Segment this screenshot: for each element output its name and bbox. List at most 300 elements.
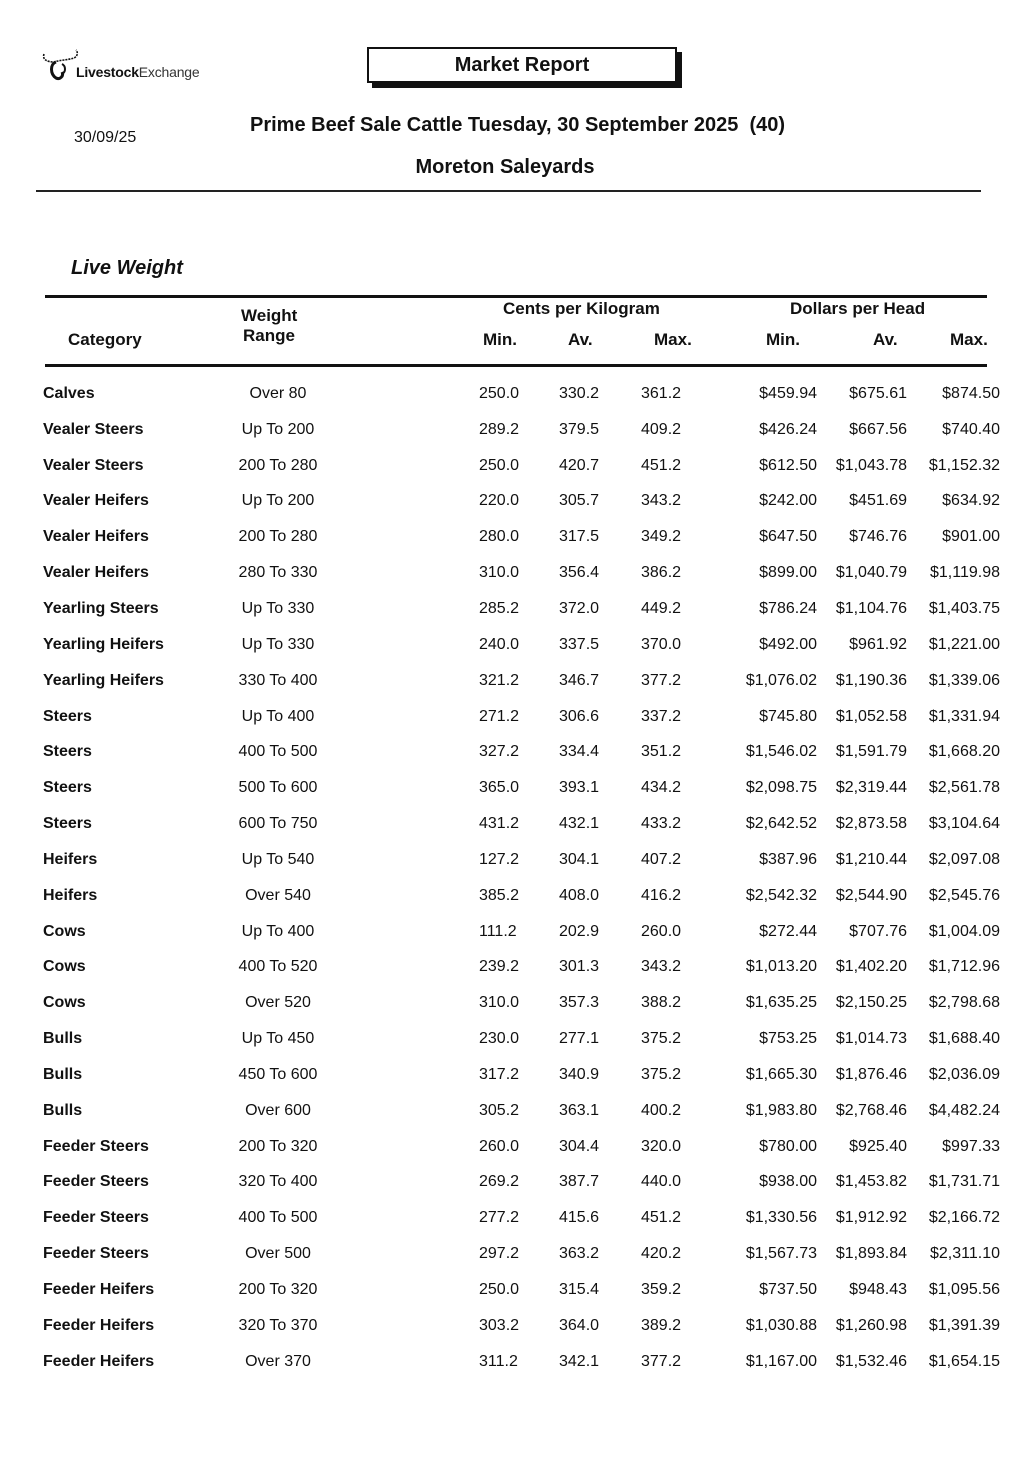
category-cell: Yearling Heifers [43,635,164,653]
table-row [40,1165,1000,1201]
column-header-weight: Weight [241,306,298,325]
cents-min-cell: 321.2 [479,671,520,689]
dollars-min-cell: $899.00 [759,564,817,582]
dollars-min-cell: $786.24 [759,599,817,617]
dollars-av-cell: $1,912.92 [835,1209,907,1227]
spacer-cell [353,1272,479,1308]
weight-range-cell: 200 To 280 [238,456,318,474]
dollars-av-cell: $1,014.73 [835,1030,907,1048]
cents-max-cell: 359.2 [641,1281,682,1299]
dollars-av-cell: $2,873.58 [835,815,907,833]
weight-range-cell: 450 To 600 [238,1065,318,1083]
cents-max-cell: 407.2 [641,850,682,868]
table-row [40,484,1000,520]
dollars-max-cell: $1,221.00 [928,635,1000,653]
category-cell: Bulls [43,1101,83,1119]
spacer-cell [353,376,479,412]
spacer-cell [353,1344,479,1380]
cents-max-cell: 377.2 [641,671,682,689]
category-cell: Cows [43,922,86,940]
column-header-cents-av: Av. [568,330,593,349]
dollars-max-cell: $1,731.71 [928,1173,1000,1191]
category-cell: Steers [43,743,92,761]
category-cell: Yearling Heifers [43,671,164,689]
column-header-category: Category [68,330,142,349]
dollars-av-cell: $1,210.44 [835,850,907,868]
spacer-cell [353,985,479,1021]
spacer-cell [353,412,479,448]
cents-max-cell: 416.2 [641,886,682,904]
category-cell: Bulls [43,1065,83,1083]
category-cell: Steers [43,779,92,797]
dollars-max-cell: $2,097.08 [928,850,1000,868]
weight-range-cell: Up To 200 [241,420,315,438]
cents-max-cell: 375.2 [641,1030,682,1048]
category-cell: Feeder Heifers [43,1352,155,1370]
dollars-av-cell: $675.61 [849,384,907,402]
category-cell: Feeder Steers [43,1209,149,1227]
spacer-cell [353,1021,479,1057]
livestock-exchange-logo [40,48,199,84]
cents-min-cell: 289.2 [479,420,520,438]
spacer-cell [353,1093,479,1129]
cents-av-cell: 356.4 [559,564,600,582]
dollars-av-cell: $1,052.58 [835,707,907,725]
cents-min-cell: 385.2 [479,886,520,904]
weight-range-cell: 600 To 750 [238,815,318,833]
weight-range-cell: Up To 330 [241,599,315,617]
cents-max-cell: 449.2 [641,599,682,617]
dollars-min-cell: $1,546.02 [745,743,817,761]
cents-min-cell: 297.2 [479,1245,520,1263]
cents-av-cell: 317.5 [559,528,600,546]
dollars-av-cell: $1,043.78 [835,456,907,474]
dollars-min-cell: $1,030.88 [745,1316,817,1334]
cents-max-cell: 400.2 [641,1101,682,1119]
cents-max-cell: 343.2 [641,492,682,510]
table-row [40,1272,1000,1308]
cents-max-cell: 433.2 [641,815,682,833]
report-title: Market Report [454,53,590,76]
dollars-max-cell: $1,654.15 [928,1352,1000,1370]
weight-range-cell: 400 To 500 [238,743,318,761]
dollars-min-cell: $1,013.20 [745,958,817,976]
cents-max-cell: 343.2 [641,958,682,976]
dollars-max-cell: $2,561.78 [928,779,1000,797]
dollars-max-cell: $1,119.98 [930,564,1000,582]
cents-min-cell: 305.2 [479,1101,520,1119]
weight-range-cell: Over 80 [249,384,307,402]
cents-max-cell: 451.2 [641,1209,682,1227]
cents-av-cell: 408.0 [559,886,600,904]
spacer-cell [353,842,479,878]
dollars-av-cell: $2,768.46 [835,1101,907,1119]
cents-av-cell: 305.7 [559,492,600,510]
weight-range-cell: Up To 400 [241,707,315,725]
live-weight-table [40,376,1000,1380]
cents-av-cell: 304.4 [559,1137,600,1155]
cents-min-cell: 317.2 [479,1065,520,1083]
dollars-min-cell: $1,076.02 [745,671,817,689]
cents-max-cell: 351.2 [641,743,682,761]
table-row [40,734,1000,770]
table-header-top-rule [45,295,987,298]
cents-max-cell: 451.2 [641,456,682,474]
column-header-range: Range [243,326,295,345]
dollars-max-cell: $2,036.09 [928,1065,1000,1083]
dollars-max-cell: $2,798.68 [928,994,1000,1012]
dollars-av-cell: $451.69 [849,492,907,510]
column-header-dollars-max: Max. [950,330,988,349]
column-header-dollars-av: Av. [873,330,898,349]
table-row [40,1021,1000,1057]
dollars-min-cell: $459.94 [759,384,817,402]
dollars-max-cell: $901.00 [942,528,1000,546]
dollars-min-cell: $753.25 [759,1030,817,1048]
cents-max-cell: 361.2 [641,384,682,402]
table-row [40,842,1000,878]
dollars-max-cell: $1,331.94 [928,707,1000,725]
cents-min-cell: 250.0 [479,456,520,474]
dollars-av-cell: $1,591.79 [835,743,907,761]
dollars-max-cell: $1,712.96 [928,958,1000,976]
table-row [40,914,1000,950]
spacer-cell [353,734,479,770]
cents-av-cell: 304.1 [559,850,600,868]
cents-max-cell: 409.2 [641,420,682,438]
weight-range-cell: Over 370 [245,1352,311,1370]
cents-av-cell: 346.7 [559,671,600,689]
category-cell: Bulls [43,1030,83,1048]
category-cell: Feeder Steers [43,1173,149,1191]
dollars-min-cell: $938.00 [759,1173,817,1191]
table-row [40,519,1000,555]
cents-max-cell: 440.0 [641,1173,682,1191]
weight-range-cell: 500 To 600 [238,779,318,797]
cents-av-cell: 393.1 [559,779,600,797]
cents-max-cell: 386.2 [641,564,682,582]
spacer-cell [353,591,479,627]
cents-min-cell: 431.2 [479,815,520,833]
spacer-cell [353,519,479,555]
dollars-max-cell: $1,004.09 [928,922,1000,940]
cents-min-cell: 127.2 [479,850,520,868]
weight-range-cell: Up To 450 [241,1030,315,1048]
cents-min-cell: 310.0 [479,994,520,1012]
cents-max-cell: 337.2 [641,707,682,725]
table-row [40,1057,1000,1093]
category-cell: Feeder Steers [43,1245,149,1263]
spacer-cell [353,806,479,842]
dollars-av-cell: $707.76 [849,922,907,940]
cents-min-cell: 303.2 [479,1316,520,1334]
weight-range-cell: Over 600 [245,1101,311,1119]
dollars-min-cell: $737.50 [759,1281,817,1299]
column-group-cents-per-kg: Cents per Kilogram [503,299,660,318]
dollars-min-cell: $612.50 [759,456,817,474]
table-row [40,699,1000,735]
spacer-cell [353,878,479,914]
cents-min-cell: 271.2 [479,707,520,725]
category-cell: Vealer Heifers [43,492,149,510]
cents-av-cell: 372.0 [559,599,600,617]
dollars-min-cell: $1,665.30 [745,1065,817,1083]
table-header-bottom-rule [45,364,987,367]
table-row [40,448,1000,484]
cents-max-cell: 260.0 [641,922,682,940]
dollars-av-cell: $1,190.36 [835,671,907,689]
cents-av-cell: 432.1 [559,815,600,833]
section-title: Live Weight [71,257,183,279]
dollars-av-cell: $1,453.82 [835,1173,907,1191]
dollars-av-cell: $667.56 [849,420,907,438]
category-cell: Heifers [43,886,98,904]
weight-range-cell: 400 To 520 [238,958,318,976]
cents-min-cell: 260.0 [479,1137,520,1155]
category-cell: Vealer Steers [43,420,144,438]
cents-max-cell: 349.2 [641,528,682,546]
weight-range-cell: Over 500 [245,1245,311,1263]
spacer-cell [353,1308,479,1344]
dollars-max-cell: $1,403.75 [928,599,1000,617]
table-row [40,950,1000,986]
dollars-min-cell: $242.00 [759,492,817,510]
spacer-cell [353,770,479,806]
cents-av-cell: 420.7 [559,456,600,474]
cents-av-cell: 301.3 [559,958,600,976]
table-row [40,663,1000,699]
cents-min-cell: 111.2 [479,922,517,940]
cents-av-cell: 342.1 [559,1352,600,1370]
dollars-max-cell: $3,104.64 [928,815,1000,833]
dollars-av-cell: $1,876.46 [835,1065,907,1083]
dollars-min-cell: $387.96 [759,850,817,868]
spacer-cell [353,484,479,520]
header-divider [36,190,981,192]
category-cell: Steers [43,707,92,725]
dollars-min-cell: $1,330.56 [745,1209,817,1227]
cents-av-cell: 330.2 [559,384,600,402]
logo-text: LivestockExchange [76,64,200,80]
dollars-av-cell: $1,104.76 [835,599,907,617]
category-cell: Cows [43,994,86,1012]
dollars-av-cell: $925.40 [849,1137,907,1155]
column-header-cents-max: Max. [654,330,692,349]
weight-range-cell: 320 To 370 [238,1316,318,1334]
cents-max-cell: 375.2 [641,1065,682,1083]
dollars-max-cell: $2,545.76 [928,886,1000,904]
dollars-max-cell: $2,166.72 [928,1209,1000,1227]
dollars-max-cell: $4,482.24 [928,1101,1000,1119]
column-group-dollars-per-head: Dollars per Head [790,299,926,318]
cents-av-cell: 334.4 [559,743,600,761]
cents-max-cell: 320.0 [641,1137,682,1155]
table-row [40,985,1000,1021]
spacer-cell [353,663,479,699]
spacer-cell [353,448,479,484]
cents-av-cell: 363.1 [559,1101,600,1119]
table-row [40,1344,1000,1380]
cents-min-cell: 310.0 [479,564,520,582]
cents-min-cell: 365.0 [479,779,520,797]
cents-min-cell: 230.0 [479,1030,520,1048]
cents-av-cell: 337.5 [559,635,600,653]
weight-range-cell: 200 To 320 [238,1281,318,1299]
dollars-av-cell: $1,260.98 [835,1316,907,1334]
cents-min-cell: 220.0 [479,492,520,510]
weight-range-cell: 200 To 320 [238,1137,318,1155]
cents-min-cell: 269.2 [479,1173,520,1191]
table-row [40,376,1000,412]
weight-range-cell: Up To 330 [241,635,315,653]
cents-min-cell: 277.2 [479,1209,520,1227]
dollars-min-cell: $272.44 [759,922,817,940]
dollars-min-cell: $426.24 [759,420,817,438]
category-cell: Vealer Steers [43,456,144,474]
weight-range-cell: 200 To 280 [238,528,318,546]
table-row [40,627,1000,663]
cents-av-cell: 363.2 [559,1245,600,1263]
dollars-max-cell: $1,095.56 [928,1281,1000,1299]
table-row [40,412,1000,448]
dollars-min-cell: $1,635.25 [745,994,817,1012]
weight-range-cell: Up To 200 [241,492,315,510]
cents-av-cell: 415.6 [559,1209,600,1227]
dollars-min-cell: $2,098.75 [745,779,817,797]
dollars-av-cell: $2,319.44 [835,779,907,797]
dollars-max-cell: $740.40 [942,420,1000,438]
table-row [40,878,1000,914]
cents-min-cell: 250.0 [479,1281,520,1299]
spacer-cell [353,1129,479,1165]
category-cell: Feeder Steers [43,1137,149,1155]
spacer-cell [353,1057,479,1093]
dollars-max-cell: $1,339.06 [928,671,1000,689]
table-row [40,591,1000,627]
bull-horns-icon [40,48,80,84]
cents-max-cell: 434.2 [641,779,682,797]
table-row [40,1308,1000,1344]
weight-range-cell: Over 520 [245,994,311,1012]
spacer-cell [353,699,479,735]
cents-av-cell: 340.9 [559,1065,600,1083]
sale-title: Prime Beef Sale Cattle Tuesday, 30 September 2025 (40) [250,114,786,136]
dollars-min-cell: $2,542.32 [745,886,817,904]
category-cell: Vealer Heifers [43,564,149,582]
dollars-av-cell: $1,402.20 [835,958,907,976]
spacer-cell [353,1236,479,1272]
cents-av-cell: 202.9 [559,922,600,940]
cents-min-cell: 327.2 [479,743,520,761]
spacer-cell [353,1200,479,1236]
cents-min-cell: 240.0 [479,635,520,653]
dollars-max-cell: $874.50 [942,384,1000,402]
dollars-max-cell: $634.92 [942,492,1000,510]
cents-av-cell: 387.7 [559,1173,600,1191]
category-cell: Feeder Heifers [43,1316,155,1334]
dollars-min-cell: $745.80 [759,707,817,725]
cents-min-cell: 250.0 [479,384,520,402]
dollars-min-cell: $780.00 [759,1137,817,1155]
dollars-min-cell: $1,167.00 [745,1352,817,1370]
category-cell: Cows [43,958,86,976]
table-row [40,1129,1000,1165]
table-row [40,1236,1000,1272]
spacer-cell [353,555,479,591]
dollars-av-cell: $2,544.90 [835,886,907,904]
dollars-av-cell: $1,893.84 [835,1245,907,1263]
dollars-min-cell: $492.00 [759,635,817,653]
cents-max-cell: 420.2 [641,1245,682,1263]
dollars-max-cell: $1,391.39 [928,1316,1000,1334]
weight-range-cell: Up To 540 [241,850,315,868]
cents-av-cell: 306.6 [559,707,600,725]
dollars-max-cell: $1,668.20 [928,743,1000,761]
cents-min-cell: 280.0 [479,528,520,546]
dollars-max-cell: $997.33 [942,1137,1000,1155]
cents-max-cell: 388.2 [641,994,682,1012]
dollars-av-cell: $1,040.79 [835,564,907,582]
dollars-min-cell: $1,567.73 [745,1245,817,1263]
dollars-av-cell: $961.92 [849,635,907,653]
report-date: 30/09/25 [74,129,137,146]
spacer-cell [353,950,479,986]
spacer-cell [353,914,479,950]
cents-min-cell: 239.2 [479,958,520,976]
category-cell: Heifers [43,850,98,868]
category-cell: Calves [43,384,95,402]
sale-location: Moreton Saleyards [415,156,595,178]
report-title-box [367,47,677,83]
cents-av-cell: 364.0 [559,1316,600,1334]
dollars-av-cell: $2,150.25 [835,994,907,1012]
dollars-av-cell: $746.76 [849,528,907,546]
dollars-av-cell: $1,532.46 [835,1352,907,1370]
table-row [40,555,1000,591]
cents-av-cell: 379.5 [559,420,600,438]
cents-min-cell: 311.2 [479,1352,518,1370]
weight-range-cell: 330 To 400 [238,671,318,689]
column-header-cents-min: Min. [483,330,517,349]
dollars-max-cell: $2,311.10 [930,1245,1000,1263]
category-cell: Steers [43,815,92,833]
weight-range-cell: Up To 400 [241,922,315,940]
cents-av-cell: 277.1 [559,1030,600,1048]
dollars-min-cell: $1,983.80 [745,1101,817,1119]
dollars-min-cell: $2,642.52 [745,815,817,833]
dollars-max-cell: $1,688.40 [928,1030,1000,1048]
weight-range-cell: 400 To 500 [238,1209,318,1227]
cents-max-cell: 389.2 [641,1316,682,1334]
table-row [40,770,1000,806]
table-row [40,1200,1000,1236]
category-cell: Yearling Steers [43,599,159,617]
cents-max-cell: 370.0 [641,635,682,653]
spacer-cell [353,1165,479,1201]
cents-min-cell: 285.2 [479,599,520,617]
cents-av-cell: 315.4 [559,1281,600,1299]
dollars-av-cell: $948.43 [849,1281,907,1299]
table-row [40,1093,1000,1129]
column-header-dollars-min: Min. [766,330,800,349]
cents-av-cell: 357.3 [559,994,600,1012]
table-row [40,806,1000,842]
spacer-cell [353,627,479,663]
weight-range-cell: 280 To 330 [238,564,318,582]
weight-range-cell: 320 To 400 [238,1173,318,1191]
category-cell: Vealer Heifers [43,528,149,546]
weight-range-cell: Over 540 [245,886,311,904]
